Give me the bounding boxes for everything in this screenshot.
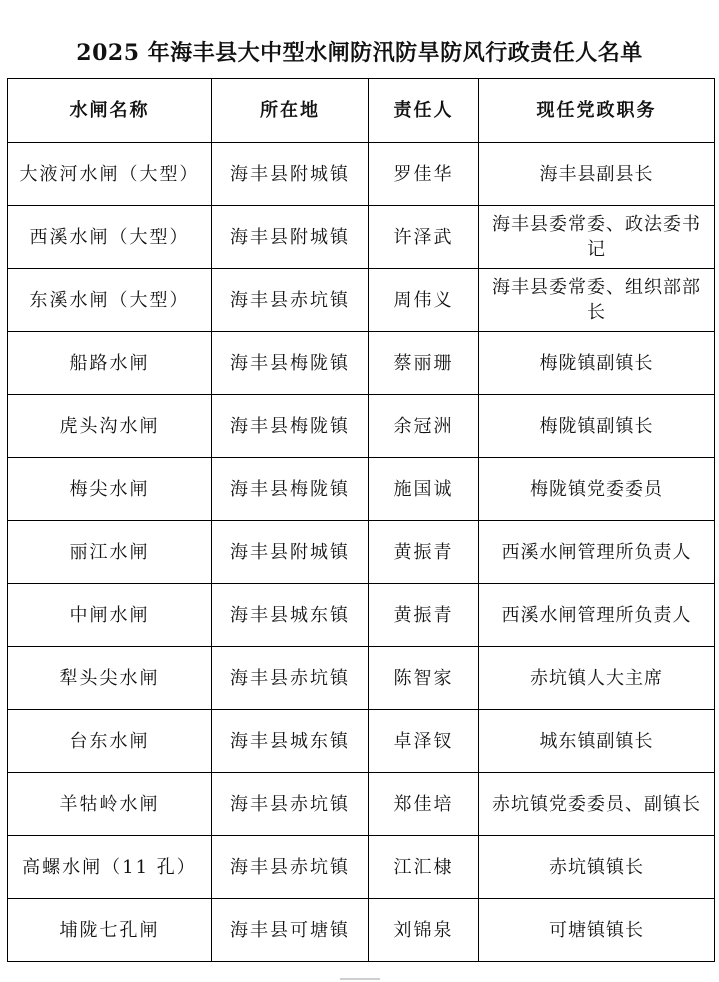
cell-location: 海丰县梅陇镇: [212, 395, 369, 458]
cell-location: 海丰县附城镇: [212, 143, 369, 206]
table-row: [8, 269, 715, 332]
cell-responsible-person: 周伟义: [369, 269, 479, 332]
table-row: [8, 143, 715, 206]
cell-sluice-name: 船路水闸: [8, 332, 212, 395]
cell-sluice-name: 埔陇七孔闸: [8, 899, 212, 962]
cell-responsible-person: 黄振青: [369, 521, 479, 584]
cell-sluice-name: 高螺水闸（11 孔）: [8, 836, 212, 899]
cell-current-position: 赤坑镇党委委员、副镇长: [479, 773, 715, 836]
cell-responsible-person: 许泽武: [369, 206, 479, 269]
cell-current-position: 赤坑镇镇长: [479, 836, 715, 899]
header-location: 所在地: [212, 79, 369, 143]
cell-current-position: 西溪水闸管理所负责人: [479, 521, 715, 584]
cell-sluice-name: 东溪水闸（大型）: [8, 269, 212, 332]
header-sluice-name: 水闸名称: [8, 79, 212, 143]
cell-current-position: 海丰县委常委、政法委书记: [479, 206, 715, 269]
cell-location: 海丰县赤坑镇: [212, 269, 369, 332]
cell-responsible-person: 罗佳华: [369, 143, 479, 206]
table-row: [8, 206, 715, 269]
cell-sluice-name: 大液河水闸（大型）: [8, 143, 212, 206]
cell-location: 海丰县可塘镇: [212, 899, 369, 962]
cell-current-position: 城东镇副镇长: [479, 710, 715, 773]
page-title: 2025 年海丰县大中型水闸防汛防旱防风行政责任人名单: [76, 40, 643, 66]
header-responsible-person: 责任人: [369, 79, 479, 143]
cell-responsible-person: 陈智家: [369, 647, 479, 710]
cell-current-position: 西溪水闸管理所负责人: [479, 584, 715, 647]
cell-responsible-person: 郑佳培: [369, 773, 479, 836]
cell-location: 海丰县城东镇: [212, 710, 369, 773]
cell-sluice-name: 羊牯岭水闸: [8, 773, 212, 836]
cell-responsible-person: 蔡丽珊: [369, 332, 479, 395]
cell-responsible-person: 卓泽钗: [369, 710, 479, 773]
cell-responsible-person: 刘锦泉: [369, 899, 479, 962]
cell-location: 海丰县赤坑镇: [212, 647, 369, 710]
cell-location: 海丰县梅陇镇: [212, 458, 369, 521]
table-row: [8, 773, 715, 836]
table-row: [8, 899, 715, 962]
cell-current-position: 可塘镇镇长: [479, 899, 715, 962]
header-current-position: 现任党政职务: [479, 79, 715, 143]
cell-sluice-name: 丽江水闸: [8, 521, 212, 584]
cell-sluice-name: 犁头尖水闸: [8, 647, 212, 710]
cell-location: 海丰县赤坑镇: [212, 836, 369, 899]
table-row: [8, 584, 715, 647]
cell-location: 海丰县附城镇: [212, 206, 369, 269]
cell-current-position: 梅陇镇副镇长: [479, 332, 715, 395]
cell-location: 海丰县梅陇镇: [212, 332, 369, 395]
cell-responsible-person: 余冠洲: [369, 395, 479, 458]
cell-responsible-person: 施国诚: [369, 458, 479, 521]
cell-responsible-person: 黄振青: [369, 584, 479, 647]
cell-sluice-name: 西溪水闸（大型）: [8, 206, 212, 269]
page-bottom-mark: [340, 978, 380, 980]
table-row: [8, 647, 715, 710]
cell-location: 海丰县附城镇: [212, 521, 369, 584]
table-row: [8, 836, 715, 899]
cell-sluice-name: 虎头沟水闸: [8, 395, 212, 458]
cell-responsible-person: 江汇棣: [369, 836, 479, 899]
cell-current-position: 梅陇镇党委委员: [479, 458, 715, 521]
table-row: [8, 710, 715, 773]
table-row: [8, 332, 715, 395]
cell-sluice-name: 梅尖水闸: [8, 458, 212, 521]
responsibility-table: [7, 78, 715, 962]
table-header-row: [8, 79, 715, 143]
table-row: [8, 458, 715, 521]
cell-current-position: 海丰县副县长: [479, 143, 715, 206]
cell-location: 海丰县赤坑镇: [212, 773, 369, 836]
cell-current-position: 海丰县委常委、组织部部长: [479, 269, 715, 332]
table-row: [8, 395, 715, 458]
cell-current-position: 梅陇镇副镇长: [479, 395, 715, 458]
cell-sluice-name: 台东水闸: [8, 710, 212, 773]
cell-location: 海丰县城东镇: [212, 584, 369, 647]
table-row: [8, 521, 715, 584]
cell-sluice-name: 中闸水闸: [8, 584, 212, 647]
cell-current-position: 赤坑镇人大主席: [479, 647, 715, 710]
